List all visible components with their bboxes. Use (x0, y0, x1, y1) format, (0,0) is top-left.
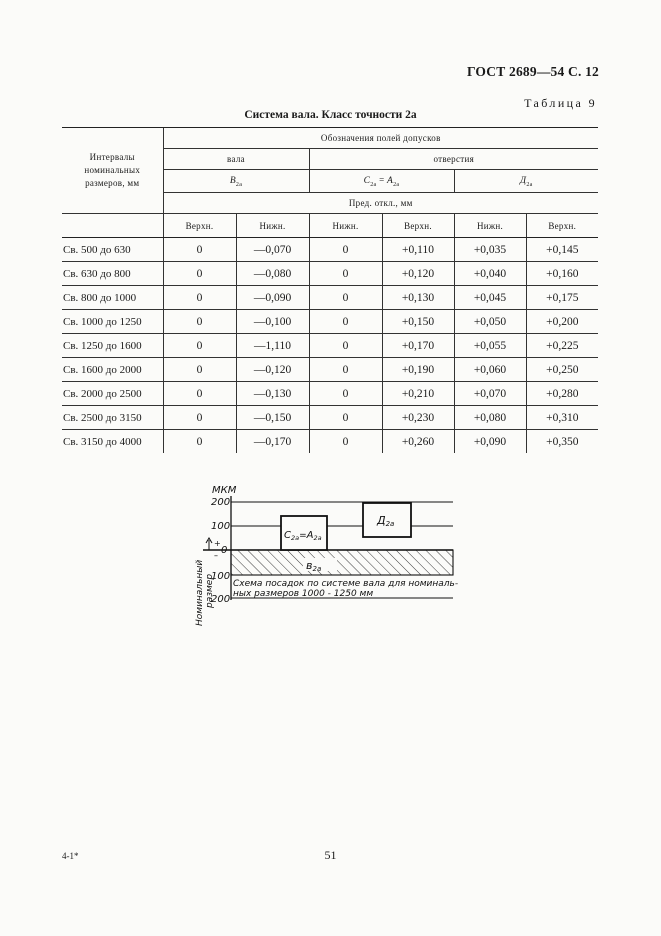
value-cell: 0 (163, 358, 236, 382)
value-cell: —0,170 (236, 430, 309, 454)
interval-header: Интервалы номинальных размеров, мм (62, 128, 163, 214)
page-number: 51 (324, 848, 337, 862)
value-cell: +0,130 (382, 286, 454, 310)
value-cell: 0 (309, 382, 382, 406)
shaft-field-b2a-zone (231, 550, 453, 575)
shaft-field-b2a: $В_{2а}$ (163, 170, 309, 193)
plus-sign: + (214, 539, 221, 548)
value-cell: +0,035 (454, 238, 526, 262)
diagram-caption-1: Схема посадок по системе вала для номиналь- (233, 579, 459, 589)
tick-label: 0 (221, 545, 228, 556)
table-row (62, 406, 598, 430)
value-cell: +0,225 (526, 334, 598, 358)
diagram-caption-2: ных размеров 1000 - 1250 мм (233, 589, 374, 599)
subheader-cell: Нижн. (454, 214, 526, 238)
value-cell: —0,130 (236, 382, 309, 406)
value-cell: 0 (163, 430, 236, 454)
value-cell: +0,150 (382, 310, 454, 334)
nominal-size-label: Номинальный (195, 559, 205, 626)
hole-field-c2a-a2a: $С_{2а} = А_{2а}$ (309, 170, 454, 193)
table-number: Таблица 9 (524, 96, 597, 110)
value-cell: —1,110 (236, 334, 309, 358)
value-cell: +0,190 (382, 358, 454, 382)
range-cell: Св. 800 до 1000 (62, 286, 163, 310)
value-cell: 0 (309, 286, 382, 310)
value-cell: +0,260 (382, 430, 454, 454)
value-cell: 0 (163, 238, 236, 262)
range-cell: Св. 2000 до 2500 (62, 382, 163, 406)
value-cell: +0,310 (526, 406, 598, 430)
subheader-cell: Верхн. (526, 214, 598, 238)
value-cell: +0,110 (382, 238, 454, 262)
value-cell: +0,280 (526, 382, 598, 406)
minus-sign: – (214, 551, 218, 560)
value-cell: 0 (163, 334, 236, 358)
table-row (62, 382, 598, 406)
value-cell: —0,070 (236, 238, 309, 262)
value-cell: 0 (309, 262, 382, 286)
shaft-field-b2a-label: в2а (306, 559, 322, 573)
hole-header: отверстия (309, 149, 598, 170)
value-cell: 0 (309, 406, 382, 430)
value-cell: —0,100 (236, 310, 309, 334)
value-cell: 0 (163, 310, 236, 334)
value-cell: +0,055 (454, 334, 526, 358)
tick-label: 200 (211, 497, 231, 508)
tolerance-diagram (185, 478, 460, 638)
value-cell: 0 (163, 286, 236, 310)
interval-header-blank (62, 214, 163, 238)
value-cell: +0,250 (526, 358, 598, 382)
value-cell: +0,050 (454, 310, 526, 334)
value-cell: +0,145 (526, 238, 598, 262)
value-cell: +0,080 (454, 406, 526, 430)
value-cell: +0,175 (526, 286, 598, 310)
table-row (62, 310, 598, 334)
value-cell: +0,040 (454, 262, 526, 286)
range-cell: Св. 1000 до 1250 (62, 310, 163, 334)
value-cell: +0,210 (382, 382, 454, 406)
value-cell: —0,150 (236, 406, 309, 430)
table-row (62, 286, 598, 310)
value-cell: +0,120 (382, 262, 454, 286)
tick-label: 200 (211, 594, 231, 605)
value-cell: —0,090 (236, 286, 309, 310)
document-reference: ГОСТ 2689—54 С. 12 (466, 64, 599, 79)
value-cell: 0 (163, 382, 236, 406)
subheader-cell: Нижн. (309, 214, 382, 238)
value-cell: 0 (309, 310, 382, 334)
range-cell: Св. 1600 до 2000 (62, 358, 163, 382)
table-row (62, 358, 598, 382)
table-body (62, 238, 598, 454)
range-cell: Св. 500 до 630 (62, 238, 163, 262)
deviations-header: Пред. откл., мм (163, 193, 598, 214)
value-cell: 0 (163, 406, 236, 430)
value-cell: +0,160 (526, 262, 598, 286)
range-cell: Св. 630 до 800 (62, 262, 163, 286)
subheader-cell: Верхн. (163, 214, 236, 238)
value-cell: +0,350 (526, 430, 598, 454)
table-row (62, 238, 598, 262)
value-cell: +0,230 (382, 406, 454, 430)
range-cell: Св. 3150 до 4000 (63, 435, 142, 448)
value-cell: +0,045 (454, 286, 526, 310)
value-cell: 0 (309, 430, 382, 454)
value-cell: 0 (309, 238, 382, 262)
tick-label: 100 (211, 521, 231, 532)
table-row (62, 262, 598, 286)
subheader-cell: Верхн. (382, 214, 454, 238)
range-cell: Св. 1250 до 1600 (62, 334, 163, 358)
hole-field-d2a-label: Д2а (377, 514, 395, 528)
diagram-unit: МКМ (212, 485, 237, 496)
value-cell: 0 (309, 358, 382, 382)
value-cell: 0 (163, 262, 236, 286)
value-cell: —0,120 (236, 358, 309, 382)
nominal-size-label-2: размер (205, 573, 215, 608)
value-cell: +0,070 (454, 382, 526, 406)
tick-label: 100 (211, 571, 231, 582)
value-cell: +0,060 (454, 358, 526, 382)
table-row (62, 334, 598, 358)
value-cell: —0,080 (236, 262, 309, 286)
footer-left: 4-1* (62, 851, 79, 861)
subheader-cell: Нижн. (236, 214, 309, 238)
value-cell: +0,170 (382, 334, 454, 358)
value-cell: +0,200 (526, 310, 598, 334)
range-cell: Св. 2500 до 3150 (62, 406, 163, 430)
shaft-header: вала (163, 149, 309, 170)
value-cell: +0,090 (454, 430, 526, 454)
hole-field-d2a: $Д_{2а}$ (454, 170, 598, 193)
hole-field-c2a-label: $С_{2а}=А_{2а}$ (284, 530, 322, 542)
value-cell: 0 (309, 334, 382, 358)
designation-header: Обозначения полей допусков (163, 128, 598, 149)
tolerance-table (62, 127, 598, 453)
table-row (62, 430, 598, 454)
table-title: Система вала. Класс точности 2а (244, 109, 417, 121)
